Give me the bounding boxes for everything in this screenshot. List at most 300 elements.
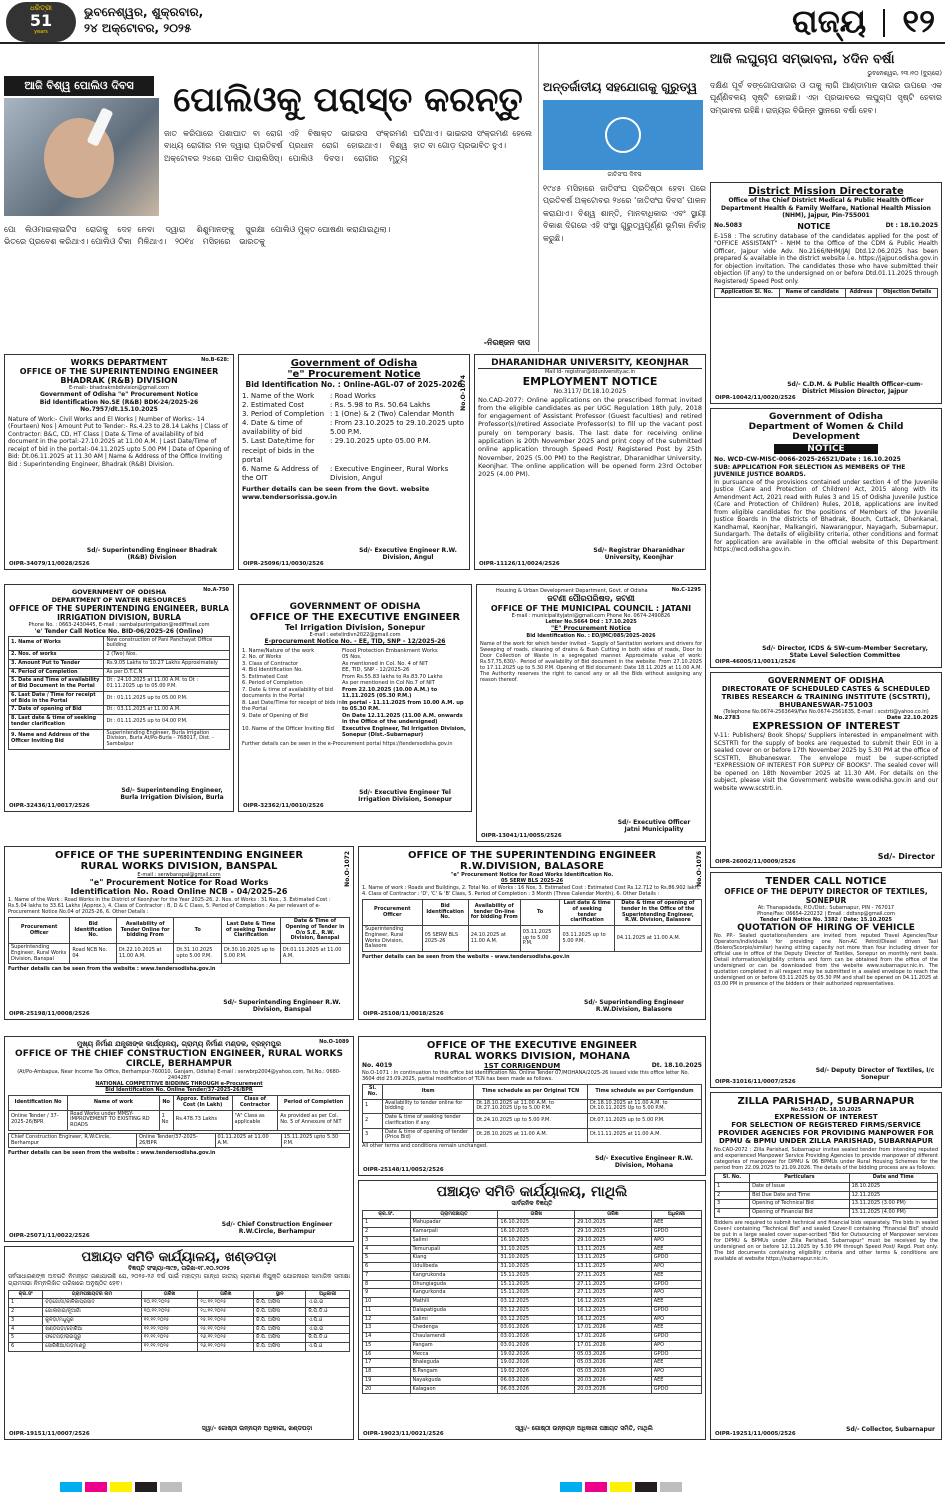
jatani-oipr: OIPR-13041/11/0055/2526	[481, 833, 562, 839]
ea-title-1: Government of Odisha	[290, 358, 418, 369]
table-cell: ଏ.ଇ.ଇ	[306, 1325, 350, 1334]
bs-body: 1. Name of the Work : Road Works in the District of Keonjhar for the Year 2025-26, 2. Nos. of Works : 31 Nos., 3. Estimated Cost : Rs.5.04 lakhs to 33.61 Lakhs (Approx.), 4. Class of Contractor : B, D & C Class, 5. Period of Completion : As per relevant of e-Procurement Notice No.04 of 2025-26, 6. Other Details :	[8, 897, 331, 915]
weather-body: ଦକ୍ଷିଣ ପୂର୍ବ ବଙ୍ଗୋପସାଗର ଓ ତାକୁ ଲାଗି ଆଣ୍ଡାମାନ ସାଗର ଉପରେ ଏକ ଘୂର୍ଣ୍ଣିବଳୟ ସୃଷ୍ଟି ହୋଇଛି। ଏହା ପ୍ରଭାବରେ ଲଘୁଚାପ ସୃଷ୍ଟି ହେବାର ସମ୍ଭାବନା ରହିଛି। ରାଜ୍ୟର ବିଭିନ୍ନ ସ୍ଥାନରେ ବର୍ଷା ହେବ।	[710, 81, 942, 115]
table-cell: Dt.01.11.2025 at 11.00 A.M.	[280, 944, 349, 964]
table-cell: Dt.28.10.2025 at 11.00 A.M.	[474, 1128, 588, 1143]
bl-bid: 05 SERW BLS 2025-26	[500, 878, 564, 884]
tx-sign: Sd/- Deputy Director of Textiles, I/c Sonepur	[815, 1067, 935, 1081]
table-cell: ଏ.ଇ.ଇ	[306, 1299, 350, 1308]
bh-table	[8, 1095, 350, 1131]
burla-title-3: OFFICE OF THE SUPERINTENDING ENGINEER, BURLA IRRIGATION DIVISION, BURLA	[9, 604, 229, 622]
table-cell: 16.12.2025	[575, 1315, 652, 1324]
table-cell: ଜି.ପି. ଅଫିସ	[254, 1325, 306, 1334]
ea-row-label: 4. Date & time of availability of bid	[242, 419, 303, 437]
table-cell: 3	[715, 1200, 750, 1209]
table-col: ଗ୍ରାମପଞ୍ଚାୟତର ନାମ	[43, 1290, 142, 1299]
wb-bid: Bid Identification No.SE (R&B) BDK-24/2025-26 No.7957/dt.15.10.2025	[39, 398, 199, 413]
table-row	[363, 1350, 702, 1359]
wcd-notice	[710, 408, 942, 668]
tel-row-label: 7. Date & time of availability of bid documents in the Portal	[242, 686, 333, 699]
table-cell: Dt.07.11.2025 up to 5.00 P.M.	[588, 1114, 702, 1129]
table-cell: Opening of Technical Bid	[750, 1200, 850, 1209]
table-cell: 31.10.2025	[498, 1263, 575, 1272]
table-cell: APO	[651, 1236, 701, 1245]
table-cell: 13.11.2025	[575, 1263, 652, 1272]
table-cell: 12	[363, 1315, 411, 1324]
table-cell: 03.01.2026	[498, 1324, 575, 1333]
table-cell: 3	[363, 1236, 411, 1245]
mh-body: No.O-1071 : In continuation to this office bid identification No. Online Tender 07/MOHANA/2025-26 issued vide this office letter No. 3604 dtd 23.09.2025, partial modification of TCN has been made as follows.	[362, 1070, 690, 1082]
table-cell: ଏ.ପି.ଓ	[306, 1343, 350, 1352]
zp-body: No.CAD-2072 : Zilla Parishad, Subarnapur invites sealed tender from intending reputed and experienced Manpower Service Providing Agencies to provide manpower of different categories of manpower for DPMU & 06 BPMUs under Rural Housing Schemes for the period from 22.09.2025 to 21.09.2026. The details of the bidding process are as follows:	[714, 1147, 938, 1171]
table-row	[9, 1325, 350, 1334]
polio-body-1: ଜାତ କରିପାରେ ପଶାଘାତ ବା ରୋଗ ବାଧ୍ୟ ରୋଗୀର ମଳ ଦ୍ୱାରା ପ୍ରତିବର୍ଷ ଅକ୍ଟୋବର ୨୪ରେ ପାଳିତ ପାରାଲିସିସ୍। ଏହି ବିଷାକ୍ତ ଭାଇରସ ସଂକ୍ରମଣ ପ୍ରଧାନ ରୋଗ ହୋଇଥାଏ। ବିଶ୍ୱ ପୋଲିଓ ଦିବସ। ରୋଗୀର ମୃତ୍ୟୁ ଘଟିଥାଏ। ଭାଇରସ ସଂକ୍ରମଣ ହେଲେ ହାତ ବା ଗୋଡ଼ ପ୍ରଭାବିତ ହୁଏ।	[164, 129, 532, 163]
table-cell: 14	[363, 1333, 411, 1342]
table-cell: 01.11.2025 at 11.00 A.M.	[215, 1133, 281, 1148]
tel-row-label: 10. Name of the Officer Inviting Bid	[242, 725, 334, 732]
swatch-yellow	[610, 1482, 632, 1492]
table-cell: Bhaleguda	[410, 1359, 498, 1368]
tel-row-label: 1. Name/Nature of the work	[242, 647, 315, 654]
table-cell: 16	[363, 1350, 411, 1359]
dmd-body: E-158 : The scrutiny database of the candidates applied for the post of "OFFICE ASSISTANT" - NHM to the Office of the CDM & Public Health Officer, Jajpur vide Adv. No.2166/NHM/JAJ Dtd.12.06.2025 has been prepared & available in the district website i.e. https://jajpur.odisha.gov.in for objection invitation. The candidates those who have submitted their objection (if any) to the undersigned on or before Dtd.01.11.2025 through Registered/ Speed Post only.	[714, 232, 938, 285]
table-cell: 15.11.2025	[498, 1289, 575, 1298]
tel-row-value: Flood Protection Embankment Works	[342, 647, 438, 654]
du-title: DHARANIDHAR UNIVERSITY, KEONJHAR	[478, 358, 702, 369]
table-col: Date & time of opening of tender in the Office of the Superintending Engineer, R.W. Division, Balasore	[614, 900, 701, 926]
table-cell: 7	[363, 1271, 411, 1280]
badge-sub: years	[34, 29, 48, 35]
kp-table	[8, 1290, 350, 1352]
table-col: Item	[383, 1085, 474, 1100]
table-cell: Chedenga	[410, 1324, 498, 1333]
ea-row-label: 5. Last Date/time for receipt of bids in the portal	[242, 437, 315, 464]
bh-title: OFFICE OF THE CHIEF CONSTRUCTION ENGINEER, RURAL WORKS CIRCLE, BERHAMPUR	[15, 1049, 343, 1069]
table-cell: Dhungiaguda	[410, 1280, 498, 1289]
table-cell: ୨୬.୧୧.୨୦୨୫	[198, 1343, 254, 1352]
sc-oipr: OIPR-26002/11/0009/2526	[715, 859, 796, 865]
table-col: Period of Completion	[278, 1096, 350, 1111]
kp-body: ସର୍ବସାଧାରଣଙ୍କ ଅବଗତି ନିମନ୍ତେ ଜଣାଯାଉଛି ଯେ, ୨୦୨୫-୨୬ ବର୍ଷ ପାଇଁ ମହାତ୍ମା ଗାନ୍ଧୀ ଜାତୀୟ ଗ୍ରାମୀଣ ନିଯୁକ୍ତି ଯୋଜନାରେ ସାମାଜିକ ସମୀକ୍ଷା ଗ୍ରାମସଭା ନିମ୍ନଲିଖିତ ତାରିଖରେ ଅନୁଷ୍ଠିତ ହେବ।	[8, 1272, 350, 1287]
table-row	[363, 1341, 702, 1350]
dmd-col: Objection Details	[877, 289, 938, 298]
table-cell: ଖଣ୍ଡପଡ଼ା/ବୋରିଆ	[43, 1325, 142, 1334]
wcd-sign: Sd/- Director, ICDS & SW-cum-Member Secretary, State Level Selection Committee	[762, 645, 928, 659]
table-row	[363, 1228, 702, 1237]
textiles-notice	[710, 872, 942, 1088]
table-cell: 4	[363, 1245, 411, 1254]
table-cell: ୧୦.୧୧.୨୦୨୫	[141, 1299, 198, 1308]
table-cell: 31.10.2025	[498, 1254, 575, 1263]
table-cell: ୨୪.୧୧.୨୦୨୫	[198, 1308, 254, 1317]
weather-dateline: ଭୁବନେଶ୍ୱର, ୨୩।୧୦ (ବ୍ୟୁରୋ)	[867, 70, 942, 77]
table-cell: 16.12.2025	[575, 1306, 652, 1315]
table-row	[363, 1298, 702, 1307]
table-row	[9, 651, 230, 660]
jatani-body: Name of the work for which tender invited - Supply of Sanitation workers and drivers for Sweeping of roads, cleaning of drains & Bush Cutting in both sides of roads, Door to Door Collection of Waste in a segregated manner. Approximate value of work: Rs.57,75,630/-. Period of availability of Bid document in the website: From 27.10.2025 to 17.11.2025 up to 5.30 P.M. Opening of Bid document: Date 18.11.2025 at 11.00 A.M. The Authority reserves the right to cancel any or all the Bids without assigning any reason thereof.	[480, 640, 702, 683]
table-col: Identification No	[9, 1096, 68, 1111]
dmd-title: District Mission Directorate	[748, 186, 904, 197]
khandapada-notice	[4, 1246, 354, 1440]
un-day-body: ୧୯୪୫ ମସିହାରେ ଜାତିସଂଘ ପ୍ରତିଷ୍ଠା ହେବା ପରେ ପ୍ରତିବର୍ଷ ଅକ୍ଟୋବର ୨୪ରେ ‘ଜାତିସଂଘ ଦିବସ’ ପାଳନ କରାଯାଏ। ବିଶ୍ୱ ଶାନ୍ତି, ମାନବାଧିକାର ଏବଂ ସ୍ଥାୟୀ ବିକାଶ ଦିଗରେ ଏହି ସଂସ୍ଥା ଗୁରୁତ୍ୱପୂର୍ଣ୍ଣ ଭୂମିକା ନିର୍ବାହ କରୁଛି।	[543, 184, 706, 243]
table-header	[363, 1210, 702, 1219]
table-cell: GPDO	[651, 1350, 701, 1359]
table-cell: 5	[363, 1254, 411, 1263]
table-row	[363, 1368, 702, 1377]
table-cell: Temurupali	[410, 1245, 498, 1254]
table-cell: 17.01.2026	[575, 1341, 652, 1350]
table-cell: ୧୧.୧୧.୨୦୨୫	[141, 1325, 198, 1334]
table-cell: Kiang	[410, 1254, 498, 1263]
table-cell: 18	[363, 1368, 411, 1377]
table-cell: Dt.30.10.2025 up to 5.00 P.M.	[222, 944, 281, 964]
table-cell: ଜି.ପି. ଅଫିସ	[254, 1334, 306, 1343]
dmd-date: Dt : 18.10.2025	[885, 221, 938, 229]
tel-row-value: As per mentioned in Col No.7 of NIT	[342, 680, 435, 686]
sc-label: EXPRESSION OF INTEREST	[752, 721, 900, 732]
jatani-bid: Bid Identification No. : EO/JMC/085/2025-2026	[526, 632, 656, 639]
dmd-jajpur-notice	[710, 182, 942, 404]
table-cell: Nayakguda	[410, 1376, 498, 1385]
table-cell: Rs.478.73 Lakhs	[173, 1110, 232, 1130]
table-row	[715, 1209, 938, 1218]
table-cell: ଗୋଲାବାଇ/ନୂଆଗାଁ	[43, 1308, 142, 1317]
zp-number: No.5453 / Dt. 18.10.2025	[790, 1107, 862, 1113]
tel-row-label: 4. Bid Identification No.	[242, 667, 303, 673]
wb-body: Nature of Work:- Civil Works and El Works | Number of Works:- 14 (Fourteen) Nos | Amount Put to Tender:- Rs.4.23 to 28.14 Lakhs | Class of Contractor: B&C, CD, HT Class | Date & Time of availability of bid document in the portal:-27.10.2025 at 11.00 A.M. | Last Date/Time of receipt of bid in the portal:-04.11.2025 upto 5.00 PM | Date of Opening of Bid: Dt.06.11.2025 at 11.30 AM | Name & Address of the Office Inviting Bid : Superintending Engineer, Bhadrak (R&B) Division.	[8, 415, 230, 468]
bs-footer: Further details can be seen from the website : www.tendersodisha.gov.in	[8, 966, 216, 973]
table-cell: Salimi	[410, 1315, 498, 1324]
table-cell: ବଡ଼ଗୋଦା/କାଳିକାପ୍ରସାଦ	[43, 1299, 142, 1308]
table-cell: Superintending Engineer, Burla Irrigation Division, Burla At/Po-Burla - 768017, Dist. - Sambalpur	[104, 729, 230, 749]
burla-title-2: DEPARTMENT OF WATER RESOURCES	[51, 596, 187, 604]
table-cell: Dt.18.10.2025 at 11.00 A.M. to Dt.10.11.2025 Up to 5.00 P.M.	[588, 1099, 702, 1114]
dmd-col: Name of candidate	[779, 289, 845, 298]
tel-row-value: From 22.10.2025 (10.00 A.M.) to 11.11.2025 (05.30 P.M.)	[342, 686, 438, 699]
table-cell: 13.11.2025 (4.00 PM)	[849, 1209, 937, 1218]
sc-title-2: DIRECTORATE OF SCHEDULED CASTES & SCHEDULED TRIBES RESEARCH & TRAINING INSTITUTE (SCSTRTI), BHUBANESWAR-751003	[721, 685, 931, 709]
ea-vertical-number: No.O-1074	[460, 375, 467, 411]
table-cell: 16.10.2025	[498, 1236, 575, 1245]
du-notice: EMPLOYMENT NOTICE	[522, 375, 658, 388]
table-cell: Kalagaon	[410, 1385, 498, 1394]
registration-marks-left	[60, 1482, 182, 1492]
table-row	[363, 1263, 702, 1272]
table-header	[9, 1290, 350, 1299]
table-cell: 24.10.2025 at 11.00 A.M.	[468, 926, 520, 952]
wb-sign: Sd/- Superintending Engineer Bhadrak (R&B) Division	[86, 547, 218, 561]
bs-oipr: OIPR-25198/11/0008/2526	[9, 1011, 90, 1017]
swatch-magenta	[585, 1482, 607, 1492]
table-col: ସ୍ଥାନ	[254, 1290, 306, 1299]
table-cell: AEE	[651, 1271, 701, 1280]
table-cell: ଜି.ପି. ଅଫିସ	[254, 1299, 306, 1308]
burla-sign: Sd/- Superintending Engineer, Burla Irrigation Division, Burla	[120, 787, 224, 801]
table-row	[363, 1245, 702, 1254]
table-cell: Chaulamendi	[410, 1333, 498, 1342]
sc-title-1: GOVERNMENT OF ODISHA	[767, 676, 885, 685]
table-col: Date and Time	[849, 1174, 937, 1183]
tel-row-value: In portal - 11.11.2025 from 10.00 A.M. up to 05.30 P.M.	[342, 699, 464, 712]
wcd-number: No. WCD-CW-MISC-0066-2025-26521/Date : 16.10.2025	[714, 456, 901, 463]
swatch-magenta	[85, 1482, 107, 1492]
table-cell: 11	[363, 1306, 411, 1315]
table-cell: 1. Name of Works	[9, 636, 104, 651]
table-cell: 8. Last date & time of seeking tender clarification	[9, 715, 104, 730]
balasore-notice	[358, 846, 706, 1020]
scstrti-notice	[710, 672, 942, 868]
ea-row-value: : Executive Engineer, Rural Works Division, Angul	[330, 464, 449, 482]
table-col: Date & Time of Opening of Tender in O/o S.E., R.W. Division, Banspal	[280, 918, 349, 944]
table-cell: ଏ.ପି.ଓ	[306, 1316, 350, 1325]
wcd-title-2: Department of Women & Child Development	[748, 422, 904, 442]
tel-row-value: EE, TID, SNP - 12/2025-26	[342, 667, 410, 673]
burla-oipr: OIPR-32436/11/0017/2526	[9, 803, 90, 809]
table-cell: AEE	[651, 1324, 701, 1333]
table-cell: GPDO	[651, 1254, 701, 1263]
table-row	[363, 1385, 702, 1394]
ea-title-2: "e" Procurement Notice	[287, 369, 421, 380]
zilla-parishad-notice	[710, 1092, 942, 1440]
table-col: ଗ୍ରାମପଞ୍ଚାୟତ	[410, 1210, 498, 1219]
swatch-black	[135, 1482, 157, 1492]
table-cell: ଜି.ପି.ଡି.ଓ	[306, 1308, 350, 1317]
table-row	[715, 1182, 938, 1191]
table-cell: 13.11.2025 (3.00 PM)	[849, 1200, 937, 1209]
table-cell: 13.11.2025	[575, 1254, 652, 1263]
dmd-number: No.5083	[714, 221, 743, 229]
table-cell: As per D.T.C.N	[104, 668, 230, 677]
tel-irrigation-notice	[238, 584, 472, 812]
mohana-notice	[358, 1036, 706, 1176]
weather-article	[710, 44, 942, 180]
table-cell: 03.01.2026	[498, 1333, 575, 1342]
mh-footer: All other terms and conditions remain unchanged.	[362, 1143, 488, 1149]
tel-row-label: 3. Class of Contractor	[242, 660, 299, 667]
table-cell: 03.12.2025	[498, 1306, 575, 1315]
dmd-sign: Sd/- C.D.M. & Public Health Officer-cum-District Mission Director, Jajpur	[787, 381, 923, 395]
mt-oipr: OIPR-19023/11/0021/2526	[363, 1431, 444, 1437]
dmd-col: Application Sl. No.	[715, 289, 780, 298]
zp-table	[714, 1173, 938, 1218]
table-cell: Dt.24.10.2025 up to 5.00 P.M.	[474, 1114, 588, 1129]
jatani-sign: Sd/- Executive Officer Jatni Municipality	[617, 819, 691, 833]
mh-oipr: OIPR-25148/11/0052/2526	[363, 1167, 444, 1173]
table-cell: 4	[715, 1209, 750, 1218]
kp-subtitle: ବିଜ୍ଞପ୍ତି ସଂଖ୍ୟା-୩୯୭, ତାରିଖ-୧୮.୧୦.୨୦୨୫	[128, 1265, 230, 1272]
table-cell: GPDO	[651, 1306, 701, 1315]
bl-body: 1. Name of work : Roads and Buildings, 2. Total No. of Works : 16 Nos, 3. Estimated Cost : Estimated Cost Rs.12.712 to Rs.86.902 lakh, 4. Class of Contractor : 'D', 'C' & 'B' Class, 5. Period of Completion : 3 Month (Three Calendar Month), 6. Other Details :	[362, 885, 700, 897]
swatch-grey	[160, 1482, 182, 1492]
table-row	[9, 668, 230, 677]
un-logo-caption: ଜାତିସଂଘ ଦିବସ	[607, 171, 642, 178]
polio-photo	[4, 98, 159, 216]
tx-title-2: OFFICE OF THE DEPUTY DIRECTOR OF TEXTILES, SONEPUR	[724, 887, 928, 905]
section-name: ରାଜ୍ୟ	[792, 2, 867, 40]
banspal-notice	[4, 846, 354, 1020]
mt-table	[362, 1210, 702, 1395]
table-cell: 03.12.2025	[498, 1298, 575, 1307]
mt-subtitle: ସାର୍ବଜନିକ ବିଜ୍ଞପ୍ତି	[511, 1200, 553, 1207]
table-cell: 2	[9, 1308, 43, 1317]
table-cell: 15	[363, 1341, 411, 1350]
ea-row-value: : Rs. 5.98 to Rs. 50.64 Lakhs	[330, 401, 431, 410]
table-row	[363, 1306, 702, 1315]
table-col: Time schedule as per Corrigendum	[588, 1085, 702, 1100]
table-row	[363, 1315, 702, 1324]
table-cell: Dt : 01.11.2025 up to 04.00 P.M.	[104, 715, 230, 730]
table-row	[363, 1219, 702, 1228]
jatani-title-0: Housing & Urban Development Department, Govt. of Odisha	[496, 588, 648, 594]
bl-table	[362, 899, 702, 952]
table-cell: ଜି.ପି. ଅଫିସ	[254, 1308, 306, 1317]
un-logo	[543, 100, 703, 170]
table-row	[9, 1316, 350, 1325]
table-cell: 17.01.2026	[575, 1324, 652, 1333]
mh-label: 1ST CORRIGENDUM	[483, 1062, 561, 1070]
table-cell: 29.10.2025	[575, 1236, 652, 1245]
bl-footer: Further details can be seen from the website - www.tendersodisha.gov.in	[362, 954, 570, 960]
bl-oipr: OIPR-25108/11/0018/2526	[363, 1011, 444, 1017]
table-cell: 16.10.2025	[498, 1228, 575, 1237]
table-cell: Superintending Engineer, Rural Works Division, Banspal	[9, 944, 70, 964]
du-body: No.CAD-2077: Online applications on the prescribed format invited from the eligible candidates as per UGC Regulation 18th July, 2018 for engagement of Assistant Professor (Guest faculties) and retired Professor(s)/retired Associate Professor(s) to fill up the vacant post purely on temporary basis. The last date for receiving online application is 20th November 2025 and print copy of the submitted online application through Speed Post/ Registered Post by 25th November, 2025 (5.00 PM) to the Registrar, Dharanidhar University, Keonjhar. The online application will be opened form 23rd October 2025 (4.00 PM).	[478, 395, 702, 479]
masthead	[0, 0, 945, 44]
table-cell: 29.10.2025	[575, 1228, 652, 1237]
table-col: Bid Identification No.	[422, 900, 468, 926]
table-row	[363, 1280, 702, 1289]
table-cell: 06.03.2026	[498, 1385, 575, 1394]
bh-notice: NATIONAL COMPETITIVE BIDDING THROUGH e-Procurement	[95, 1081, 263, 1087]
table-col: ତାରିଖ	[141, 1290, 198, 1299]
tx-phone: Phone/Fax: 06654-220232 | Email : ddtsnp@gmail.com	[757, 911, 895, 917]
jatani-number: No.C-1295	[671, 587, 701, 593]
table-col: Sl. No.	[363, 1085, 383, 1100]
table-cell: ୨୬.୧୧.୨୦୨୫	[198, 1334, 254, 1343]
tel-footer: Further details can be seen in the e-Procurement portal https://tendersodisha.gov.in	[242, 740, 453, 747]
table-col: ଅଧିକାରୀ	[306, 1290, 350, 1299]
swatch-grey	[660, 1482, 682, 1492]
bh-number: No.O-1089	[319, 1039, 349, 1045]
table-col: Particulars	[750, 1174, 850, 1183]
tel-row-value: Executive Engineer, Tel Irrigation Division, Sonepur (Dist.-Subarnapur)	[342, 725, 466, 738]
table-row	[363, 926, 702, 952]
table-row	[363, 1099, 702, 1114]
zp-title: ZILLA PARISHAD, SUBARNAPUR	[737, 1096, 915, 1107]
table-cell: AEE	[651, 1245, 701, 1254]
dateline-place: ଭୁବନେଶ୍ୱର, ଶୁକ୍ରବାର,	[84, 5, 204, 19]
tel-sign: Sd/- Executive Engineer Tel Irrigation Division, Sonepur	[358, 789, 452, 803]
table-row	[363, 1359, 702, 1368]
table-cell: Date of Issue	[750, 1182, 850, 1191]
ea-row-value: : Road Works	[330, 392, 376, 400]
table-cell: 16.10.2025	[498, 1219, 575, 1228]
anniversary-badge	[6, 2, 76, 42]
polio-tag: ଆଜି ବିଶ୍ୱ ପୋଲିଓ ଦିବସ	[4, 76, 154, 96]
zp-subtitle: FOR SELECTION OF REGISTERED FIRMS/SERVICE PROVIDER AGENCIES FOR PROVIDING MANPOWER FOR DPMU & BPMU UNDER ZILLA PARISHAD, SUBARNAPUR	[718, 1121, 934, 1145]
tx-oipr: OIPR-31016/11/0007/2526	[715, 1079, 796, 1085]
table-col: Last date & time of seeking tender clarification	[560, 900, 614, 926]
table-cell: Road NCB No. 04	[70, 944, 117, 964]
table-cell: 13.11.2025	[575, 1245, 652, 1254]
bs-email: E-mail : serwbanspal@gmail.com	[137, 872, 221, 878]
table-cell: 27.11.2025	[575, 1280, 652, 1289]
tel-row-label: 9. Date of Opening of Bid	[242, 712, 308, 719]
du-mail: Mail Id- registrar@dduniversity.ac.in	[544, 369, 636, 375]
table-cell: ୧୨.୧୧.୨୦୨୫	[141, 1334, 198, 1343]
zp-oipr: OIPR-19251/11/0005/2526	[715, 1431, 796, 1437]
bh-bid: Bid Identification No. Online Tender/37-2025-26/BPR	[105, 1087, 253, 1093]
badge-top: ଧରିତ୍ରୀ	[30, 4, 52, 12]
table-cell: 8	[363, 1280, 411, 1289]
mt-rows	[363, 1219, 702, 1394]
table-col: Approx. Estimated Cost (In Lakh)	[173, 1096, 232, 1111]
ea-footer: Further details can be seen from the Govt. website www.tendersorissa.gov.in	[242, 484, 430, 501]
table-cell: ୨୫.୧୧.୨୦୨୫	[198, 1316, 254, 1325]
table-cell: Online Tender/37-2025-26/BPR	[136, 1133, 215, 1148]
tel-row-value: As mentioned in Col. No. 4 of NIT	[342, 660, 428, 667]
table-header	[9, 918, 350, 944]
bh-title-or: ମୁଖ୍ୟ ନିର୍ମାଣ ଯନ୍ତ୍ରୀଙ୍କ କାର୍ଯ୍ୟାଳୟ, ଗ୍ରାମ୍ୟ ନିର୍ମାଣ ମଣ୍ଡଳ, ବ୍ରହ୍ମପୁର	[76, 1040, 282, 1048]
table-cell: ୧୧.୧୧.୨୦୨୫	[141, 1316, 198, 1325]
swatch-cyan	[560, 1482, 582, 1492]
table-header	[715, 1174, 938, 1183]
sc-date: Date 22.10.2025	[886, 715, 938, 721]
table-cell: Opening of Financial Bid	[750, 1209, 850, 1218]
du-sign: Sd/- Registrar Dharanidhar University, Keonjhar	[593, 547, 685, 561]
wb-title-3: BHADRAK (R&B) DIVISION	[60, 376, 178, 385]
wcd-subject: SUB: APPLICATION FOR SELECTION AS MEMBERS OF THE JUVENILE JUSTICE BOARDS.	[714, 463, 906, 478]
table-cell: Dt.22.10.2025 at 11.00 A.M.	[116, 944, 173, 964]
table-row	[363, 1128, 702, 1143]
table-cell: 9	[363, 1289, 411, 1298]
polio-headline: ପୋଲିଓକୁ ପରାସ୍ତ କରନ୍ତୁ	[173, 80, 523, 120]
table-cell: 12.11.2025	[849, 1191, 937, 1200]
table-col: To	[520, 900, 560, 926]
ea-row-value: : From 23.10.2025 to 29.10.2025 upto 5.00 P.M.	[330, 419, 464, 437]
table-row	[363, 1114, 702, 1129]
table-row	[9, 729, 230, 749]
table-row	[363, 1333, 702, 1342]
table-cell: 15.11.2025	[498, 1271, 575, 1280]
table-row	[9, 691, 230, 706]
registration-marks-right	[560, 1482, 682, 1492]
mh-sign: Sd/- Executive Engineer R.W. Division, Mohana	[595, 1155, 693, 1169]
bs-table	[8, 917, 350, 964]
table-cell: ୧୨.୧୧.୨୦୨୫	[141, 1343, 198, 1352]
table-header	[363, 1085, 702, 1100]
jatani-title-2: OFFICE OF THE MUNICIPAL COUNCIL : JATANI	[490, 604, 692, 613]
table-row	[9, 706, 230, 715]
table-row	[9, 659, 230, 668]
bh-sign: Sd/- Chief Construction Engineer R.W.Circle, Berhampur	[221, 1221, 333, 1235]
table-cell: 20.03.2026	[575, 1385, 652, 1394]
bs-vertical-number: No.O-1072	[344, 851, 351, 887]
wb-email: E-mail:- bhadrakrnbdivision@gmail.com	[69, 385, 169, 391]
ea-row-label: 2. Estimated Cost	[242, 401, 305, 410]
table-cell: 1	[363, 1099, 383, 1114]
tel-row-value: 05 Nos.	[342, 654, 362, 660]
table-col: ତାରିଖ	[498, 1210, 575, 1219]
tx-label: QUOTATION OF HIRING OF VEHICLE	[737, 923, 915, 933]
table-cell: 5	[9, 1334, 43, 1343]
dateline	[84, 4, 304, 36]
table-cell: 4	[9, 1325, 43, 1334]
bl-vertical-number: No.O-1076	[696, 851, 703, 887]
table-cell: AEE	[651, 1219, 701, 1228]
table-cell: 3. Amount Put to Tender	[9, 659, 104, 668]
ea-row-value: : 1 (One) & 2 (Two) Calendar Month	[330, 410, 455, 419]
